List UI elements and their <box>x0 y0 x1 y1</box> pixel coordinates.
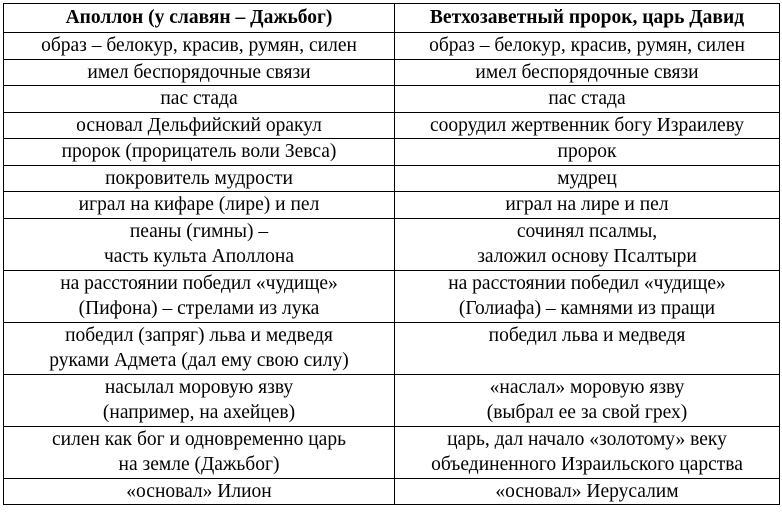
cell-david <box>395 86 780 113</box>
cell-line: силен как бог и одновременно царь <box>52 428 346 450</box>
cell-apollo <box>4 374 395 426</box>
cell-apollo <box>4 322 395 374</box>
cell-line: играл на кифаре (лире) и пел <box>78 194 320 215</box>
cell-line: насылал моровую язву <box>104 376 294 398</box>
table-body <box>4 33 780 505</box>
header-apollo: Аполлон (у славян – Дажьбог) <box>4 4 395 33</box>
cell-line: основал Дельфийский оракул <box>76 114 322 136</box>
cell-line: сочинял псалмы, <box>516 220 658 242</box>
table-row <box>4 33 780 60</box>
cell-david <box>395 374 780 426</box>
cell-david <box>395 165 780 192</box>
cell-line: на расстоянии победил «чудище» <box>448 272 726 294</box>
cell-line: часть культа Аполлона <box>104 246 294 267</box>
cell-line: победил (запряг) льва и медведя <box>65 324 333 346</box>
table-row <box>4 322 780 374</box>
table-row <box>4 112 780 139</box>
cell-apollo <box>4 139 395 166</box>
cell-line: на земле (Дажьбог) <box>118 454 280 475</box>
cell-apollo <box>4 33 395 60</box>
cell-david <box>395 59 780 86</box>
cell-line: «наслал» моровую язву <box>489 376 685 398</box>
cell-line: царь, дал начало «золотому» веку <box>447 428 727 450</box>
cell-line: на расстоянии победил «чудище» <box>60 272 338 294</box>
table-row <box>4 218 780 270</box>
table-row <box>4 59 780 86</box>
table-row <box>4 86 780 113</box>
table-row <box>4 478 780 505</box>
cell-line: пас стада <box>548 88 626 109</box>
cell-line: имел беспорядочные связи <box>475 61 699 83</box>
cell-line: (например, на ахейцев) <box>102 402 296 423</box>
cell-david <box>395 33 780 60</box>
cell-line: руками Адмета (дал ему свою силу) <box>49 350 349 371</box>
cell-line: имел беспорядочные связи <box>87 61 311 83</box>
cell-david <box>395 112 780 139</box>
cell-apollo <box>4 86 395 113</box>
cell-david <box>395 139 780 166</box>
table-row <box>4 165 780 192</box>
cell-apollo <box>4 192 395 219</box>
cell-david <box>395 218 780 270</box>
cell-line: «основал» Илион <box>126 480 272 502</box>
cell-line: пророк <box>557 141 617 162</box>
table-row <box>4 139 780 166</box>
cell-line: пророк (прорицатель воли Зевса) <box>61 141 337 162</box>
cell-line: образ – белокур, красив, румян, силен <box>429 35 745 56</box>
cell-line: «основал» Иерусалим <box>495 480 679 502</box>
cell-apollo <box>4 218 395 270</box>
cell-line: (Голиафа) – камнями из пращи <box>458 298 716 319</box>
table-row <box>4 192 780 219</box>
cell-line: (выбрал ее за свой грех) <box>486 402 688 423</box>
header-row <box>4 4 780 33</box>
cell-line: мудрец <box>557 167 617 189</box>
table-row <box>4 270 780 322</box>
cell-apollo <box>4 270 395 322</box>
comparison-table-container <box>3 3 780 505</box>
cell-apollo <box>4 165 395 192</box>
comparison-table <box>3 3 780 505</box>
cell-line: объединенного Израильского царства <box>431 454 743 475</box>
table-row <box>4 374 780 426</box>
cell-apollo <box>4 112 395 139</box>
cell-line: играл на лире и пел <box>505 194 669 215</box>
cell-david <box>395 270 780 322</box>
cell-line: победил льва и медведя <box>488 324 686 346</box>
header-david: Ветхозаветный пророк, царь Давид <box>395 4 780 33</box>
cell-apollo <box>4 59 395 86</box>
cell-line: пеаны (гимны) – <box>129 220 269 242</box>
cell-line: соорудил жертвенник богу Израилеву <box>429 114 745 136</box>
cell-line: (Пифона) – стрелами из лука <box>78 298 320 319</box>
cell-line: пас стада <box>160 88 238 109</box>
cell-david <box>395 322 780 374</box>
cell-apollo <box>4 426 395 478</box>
cell-line: покровитель мудрости <box>105 167 293 189</box>
cell-david <box>395 478 780 505</box>
cell-david <box>395 426 780 478</box>
cell-line: заложил основу Псалтыри <box>477 246 697 267</box>
cell-apollo <box>4 478 395 505</box>
table-row <box>4 426 780 478</box>
cell-line: образ – белокур, красив, румян, силен <box>41 35 357 56</box>
cell-david <box>395 192 780 219</box>
